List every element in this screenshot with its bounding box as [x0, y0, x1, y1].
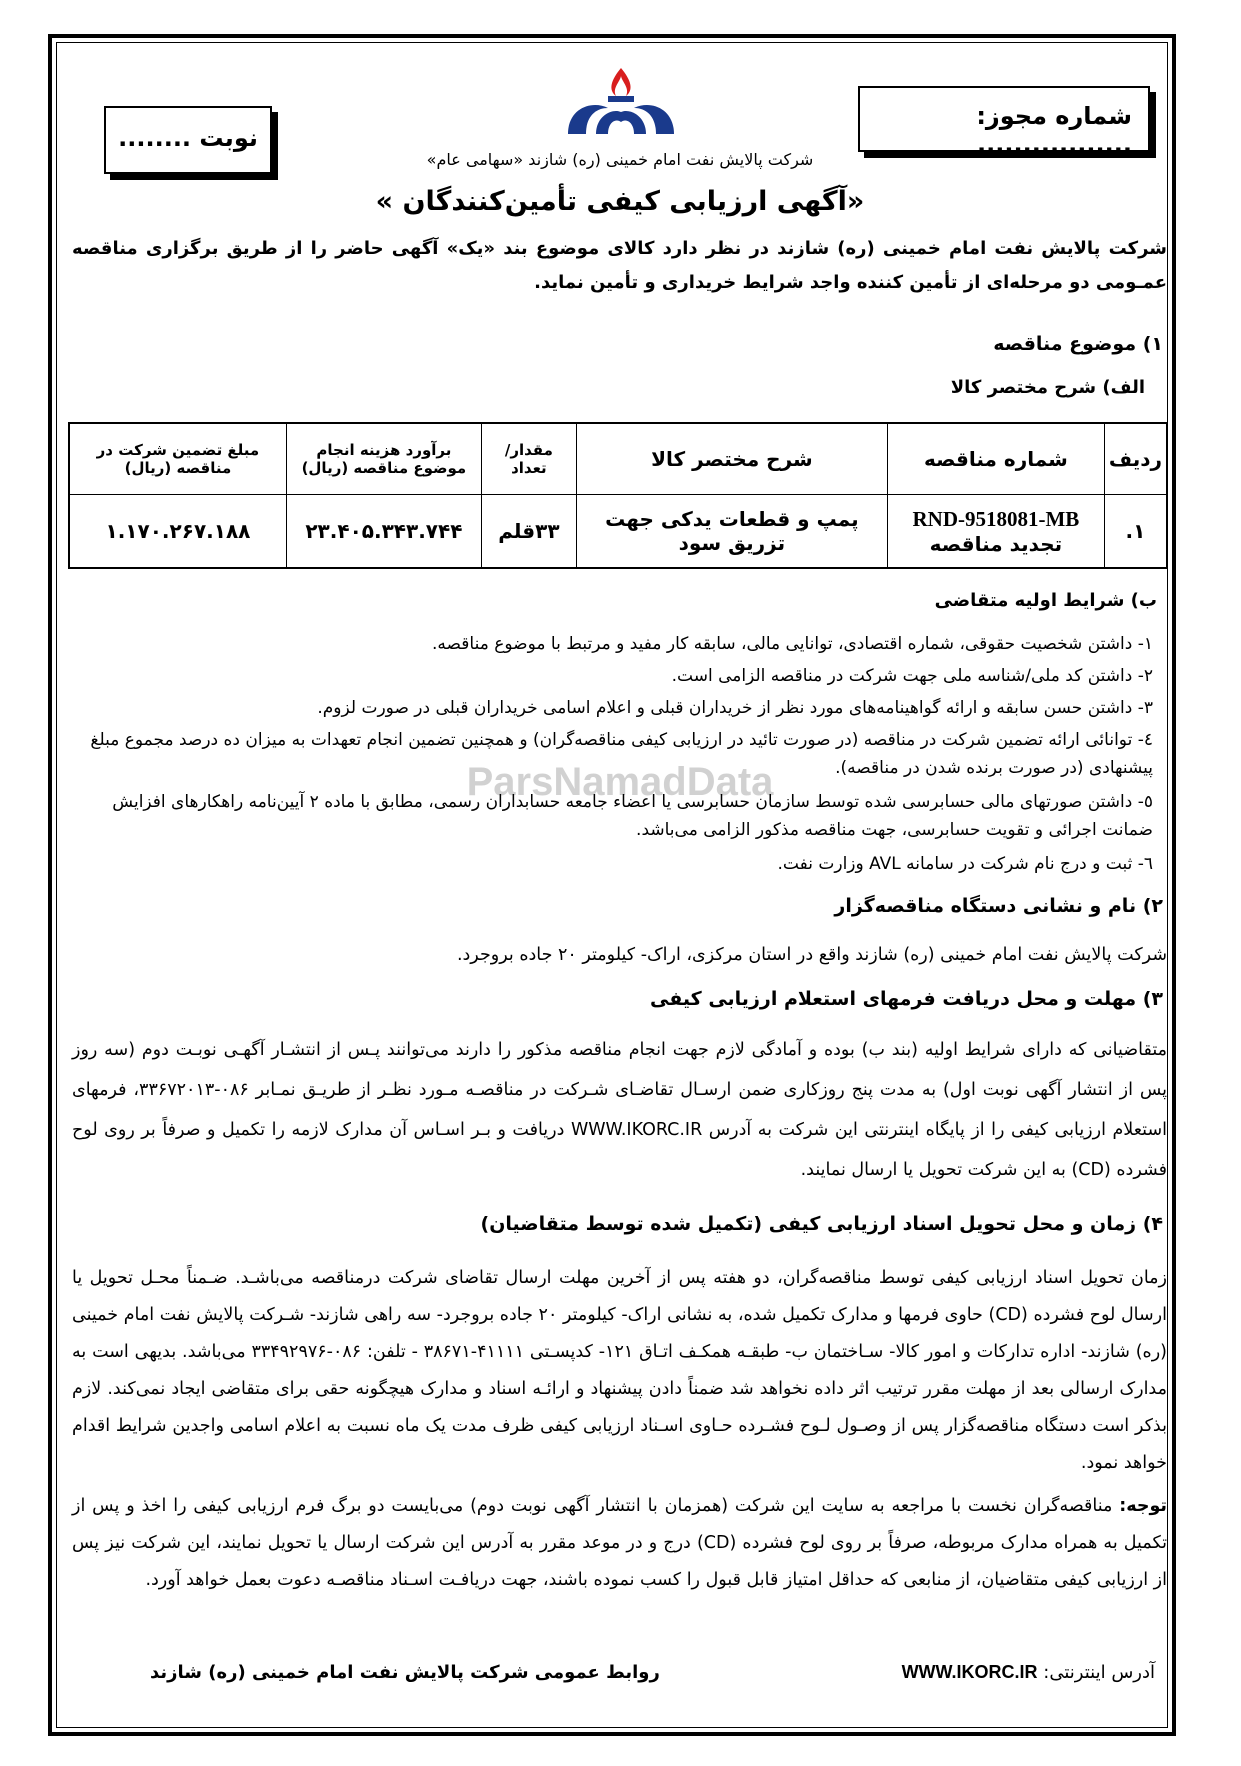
tender-number: RND-9518081-MB	[912, 506, 1080, 531]
permit-number-box	[858, 86, 1150, 158]
condition-6: ٦- ثبت و درج نام شرکت در سامانه AVL وزارت نفت.	[777, 854, 1153, 874]
footer-web	[902, 1662, 1155, 1683]
header-estimate: برآورد هزینه انجام موضوع مناقصه (ریال)	[286, 423, 481, 495]
cell-guarantee: ۱.۱۷۰.۲۶۷.۱۸۸	[69, 495, 286, 569]
tender-table	[68, 422, 1168, 569]
section1-heading: ۱) موضوع مناقصه	[993, 333, 1163, 355]
section1-sub-a: الف) شرح مختصر کالا	[950, 377, 1145, 398]
round-box	[104, 106, 272, 174]
cell-tender-no	[887, 495, 1104, 569]
section3-heading: ۳) مهلت و محل دریافت فرمهای استعلام ارزیابی کیفی	[650, 988, 1163, 1010]
section4-text: زمان تحویل اسناد ارزیابی کیفی توسط مناقصه‌گران، دو هفته پس از آخرین مهلت ارسال تقاضای شرکت درمناقصه می‌باشـد. ضـمناً محـل تحویل یا ارسال لوح فشرده (CD) حاوی فرمها و مدارک تکمیل شده، به نشانی اراک- کیلومتر ۲۰ جاده بروجرد- سه راهی شازند- شـرکت پالایش نفت امام خمینی (ره) شازند- اداره تدارکات و امور کالا- سـاختمان ب- طبقـه همکـف اتـاق ۱۲۱- کدپسـتی ۴۱۱۱۱-۳۸۶۷۱ - تلفن: ۰۸۶-۳۳۴۹۲۹۷۶ می‌باشد. بدیهی است به مدارک ارسالی بعد از مهلت مقرر ترتیب اثر داده نخواهد شد ضمناً دادن پیشنهاد و ارائـه اسناد و مدارک هیچگونه حقی برای متقاضی ایجاد نمی‌کند. لازم بذکر است دستگاه مناقصه‌گزار پس از وصـول لـوح فشـرده حـاوی اسـناد ارزیابی کیفی ظرف مدت یک ماه نسبت به اعلام اسامی واجدین شرایط اقدام خواهد نمود.	[72, 1268, 1168, 1473]
section4-heading: ۴) زمان و محل تحویل اسناد ارزیابی کیفی (تکمیل شده توسط متقاضیان)	[480, 1213, 1163, 1235]
condition-4: ٤- توانائی ارائه تضمین شرکت در مناقصه (در صورت تائید در ارزیابی کیفی مناقصه‌گران) و همچنین تضمین انجام تعهدات به میزان ده درصد مجموع مبلغ پیشنهادی (در صورت برنده شدن در مناقصه).	[90, 730, 1153, 778]
round-number: نوبت ........	[118, 124, 258, 152]
condition-1: ۱- داشتن شخصیت حقوقی، شماره اقتصادی، توانایی مالی، سابقه کار مفید و مرتبط با موضوع مناقصه.	[432, 634, 1153, 654]
cell-qty: ۳۳قلم	[481, 495, 576, 569]
section2-heading: ۲) نام و نشانی دستگاه مناقصه‌گزار	[834, 895, 1163, 917]
condition-5: ٥- داشتن صورتهای مالی حسابرسی شده توسط سازمان حسابرسی یا اعضاء جامعه حسابداران رسمی، مطابق با ماده ۲ آیین‌نامه راهکارهای افزایش ضمانت اجرائی و تقویت حسابرسی، جهت مناقصه مذکور الزامی می‌باشد.	[112, 792, 1153, 840]
footer-signature: روابط عمومی شرکت پالایش نفت امام خمینی (ره) شازند	[150, 1662, 660, 1683]
cell-row-no: ۱.	[1104, 495, 1167, 569]
header-description: شرح مختصر کالا	[576, 423, 887, 495]
condition-2: ۲- داشتن کد ملی/شناسه ملی جهت شرکت در مناقصه الزامی است.	[671, 666, 1153, 686]
header-guarantee: مبلغ تضمین شرکت در مناقصه (ریال)	[69, 423, 286, 495]
company-logo	[556, 64, 686, 142]
note-paragraph	[72, 1488, 1167, 1599]
header-row-no: ردیف	[1104, 423, 1167, 495]
header-qty: مقدار/ تعداد	[481, 423, 576, 495]
section3-text: متقاضیانی که دارای شرایط اولیه (بند ب) بوده و آمادگی لازم جهت انجام مناقصه مذکور را دارند می‌توانند پـس از انتشـار آگهـی نوبـت دوم (سه روز پس از انتشار آگهی نوبت اول) به مدت پنج روزکاری ضمن ارسـال تقاضـای شـرکت در مناقصـه مـورد نظـر از طریـق نمـابر ۰۸۶-۳۳۶۷۲۰۱۳، فرمهای استعلام ارزیابی کیفی را از پایگاه اینترنتی این شرکت به آدرس WWW.IKORC.IR دریافت و بـر اسـاس آن مدارک لازمه را تکمیل و صرفاً بر روی لوح فشرده (CD) به این شرکت تحویل یا ارسال نمایند.	[72, 1040, 1168, 1180]
note-label: توجه:	[1119, 1496, 1167, 1516]
footer-web-label: آدرس اینترنتی:	[1043, 1662, 1155, 1683]
section2-text: شرکت پالایش نفت امام خمینی (ره) شازند واقع در استان مرکزی، اراک- کیلومتر ۲۰ جاده بروجرد.	[456, 945, 1167, 965]
footer-web-url[interactable]: WWW.IKORC.IR	[901, 1662, 1038, 1682]
header-tender-no: شماره مناقصه	[887, 423, 1104, 495]
section1-sub-b: ب) شرایط اولیه متقاضی	[934, 590, 1157, 611]
intro-paragraph: شرکت پالایش نفت امام خمینی (ره) شازند در نظر دارد کالای موضوع بند «یک» آگهی حاضر را از طریق برگزاری مناقصه عمـومی دو مرحله‌ای از تأمین کننده واجد شرایط خریداری و تأمین نماید.	[72, 238, 1167, 293]
permit-number: شماره مجوز: .................	[976, 102, 1132, 158]
ad-title: «آگهی ارزیابی کیفی تأمین‌کنندگان »	[375, 186, 865, 217]
company-name: شرکت پالایش نفت امام خمینی (ره) شازند «سهامی عام»	[426, 150, 814, 169]
table-row	[69, 495, 1167, 569]
table-header-row	[69, 423, 1167, 495]
tender-note: تجدید مناقصه	[929, 531, 1063, 556]
cell-description: پمپ و قطعات یدکی جهت تزریق سود	[576, 495, 887, 569]
cell-estimate: ۲۳.۴۰۵.۳۴۳.۷۴۴	[286, 495, 481, 569]
condition-3: ۳- داشتن حسن سابقه و ارائه گواهینامه‌های مورد نظر از خریداران قبلی و اعلام اسامی خریداران قبلی در صورت لزوم.	[317, 698, 1153, 718]
note-text: مناقصه‌گران نخست با مراجعه به سایت این شرکت (همزمان با انتشار آگهی نوبت دوم) می‌بایست دو برگ فرم ارزیابی کیفی را اخذ و پس از تکمیل به همراه مدارک مربوطه، صرفاً بر روی لوح فشرده (CD) درج و در موعد مقرر به آدرس این شرکت ارسال یا تحویل نمایند، این شرکت نیز پس از ارزیابی کیفی متقاضیان، از منابعی که حداقل امتیاز قابل قبول را کسب نموده باشند، جهت دریافـت اسـناد مناقصـه دعوت بعمل خواهد آورد.	[72, 1496, 1167, 1590]
watermark: ParsNamadData	[466, 760, 774, 804]
